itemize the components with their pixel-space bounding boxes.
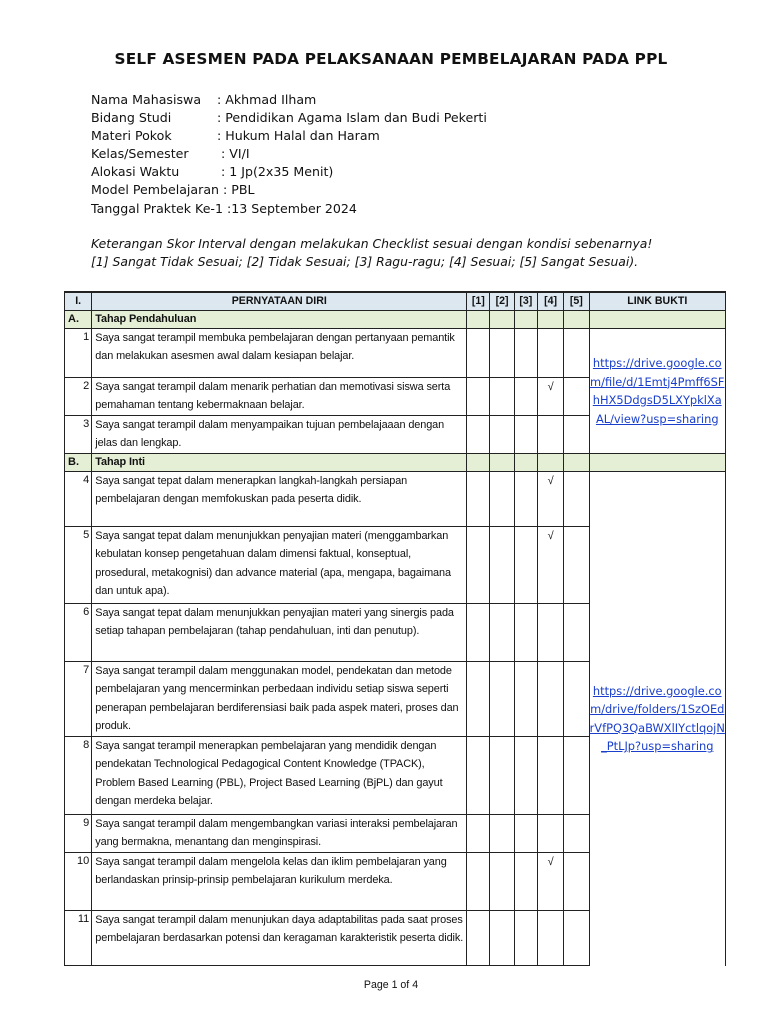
score-cell-5[interactable] (564, 472, 589, 527)
student-info (91, 91, 487, 218)
evidence-link[interactable]: https://drive.google.com/file/d/1Emtj4Pmff6SFhHX5DdgsD5LXYpklXaAL/view?usp=sharing (590, 356, 725, 426)
score-cell-4[interactable] (537, 815, 563, 853)
score-cell-3[interactable] (514, 911, 537, 966)
score-cell-2[interactable] (490, 662, 514, 737)
score-cell-3[interactable] (514, 737, 537, 815)
section-title: Tahap Pendahuluan (92, 311, 467, 329)
score-cell-1[interactable] (467, 527, 490, 604)
info-label: Bidang Studi (91, 110, 172, 126)
check-mark: √ (547, 856, 554, 868)
section-cell (589, 454, 726, 472)
score-cell-5[interactable] (564, 416, 589, 454)
info-label: Materi Pokok (91, 128, 172, 144)
item-number: 11 (65, 911, 92, 966)
info-label: Nama Mahasiswa (91, 92, 202, 107)
item-number: 2 (65, 378, 92, 416)
self-assessment-table (64, 291, 726, 966)
header-link: LINK BUKTI (589, 292, 726, 311)
score-cell-1[interactable] (467, 662, 490, 737)
score-cell-3[interactable] (514, 604, 537, 662)
check-mark: √ (547, 530, 554, 542)
score-cell-3[interactable] (514, 329, 537, 378)
note-line-2: [1] Sangat Tidak Sesuai; [2] Tidak Sesuai; [3] Ragu-ragu; [4] Sesuai; [5] Sangat Sesuai). (91, 254, 639, 269)
info-row-date (91, 200, 487, 218)
score-cell-1[interactable] (467, 604, 490, 662)
score-cell-5[interactable] (564, 853, 589, 911)
info-line: Tanggal Praktek Ke-1 :13 September 2024 (91, 200, 357, 216)
score-cell-4[interactable] (537, 911, 563, 966)
item-number: 1 (65, 329, 92, 378)
score-cell-5[interactable] (564, 378, 589, 416)
score-cell-2[interactable] (490, 911, 514, 966)
evidence-link[interactable]: https://drive.google.com/drive/folders/1SzOEdrVfPQ3QaBWXlIYctlqojN_PtLJp?usp=sharing (589, 683, 725, 754)
item-statement: Saya sangat terampil dalam menarik perhatian dan memotivasi siswa serta pemahaman tentang kebermaknaan belajar. (92, 378, 467, 416)
table-row (65, 472, 726, 527)
section-cell (490, 454, 514, 472)
score-cell-5[interactable] (564, 911, 589, 966)
item-number: 5 (65, 527, 92, 604)
page-footer: Page 1 of 4 (363, 979, 419, 991)
check-mark: √ (547, 475, 554, 487)
header-score-3: [3] (514, 292, 537, 311)
info-value: : VI/I (217, 146, 250, 162)
score-cell-3[interactable] (514, 472, 537, 527)
table-header-row (65, 292, 726, 311)
table-row (65, 329, 726, 378)
score-cell-4[interactable] (537, 472, 563, 527)
score-cell-1[interactable] (467, 853, 490, 911)
item-statement: Saya sangat terampil dalam mengembangkan variasi interaksi pembelajaran yang bermakna, menantang dan menginspirasi. (92, 815, 467, 853)
section-cell (537, 454, 563, 472)
score-cell-3[interactable] (514, 378, 537, 416)
item-number: 9 (65, 815, 92, 853)
item-statement: Saya sangat terampil dalam menyampaikan tujuan pembelajaaan dengan jelas dan lengkap. (92, 416, 467, 454)
score-cell-2[interactable] (490, 378, 514, 416)
section-title: Tahap Inti (92, 454, 467, 472)
item-statement: Saya sangat terampil membuka pembelajaran dengan pertanyaan pemantik dan melakukan asesmen awal dalam kesiapan belajar. (92, 329, 467, 378)
section-cell (490, 311, 514, 329)
info-value: : 1 Jp(2x35 Menit) (217, 164, 334, 180)
info-value: : Akhmad Ilham (217, 92, 317, 107)
score-cell-3[interactable] (514, 527, 537, 604)
score-cell-2[interactable] (490, 853, 514, 911)
header-score-4: [4] (537, 292, 563, 311)
score-cell-4[interactable] (537, 378, 563, 416)
section-cell (589, 311, 726, 329)
section-cell (514, 311, 537, 329)
item-number: 7 (65, 662, 92, 737)
item-statement: Saya sangat tepat dalam menunjukkan penyajian materi (menggambarkan kebulatan konsep pengetahuan dalam dimensi faktual, konseptual, prosedural, metakognisi) dan advance material (apa, mengapa, bagaimana dan untuk apa). (92, 527, 467, 604)
section-cell (564, 311, 589, 329)
item-statement: Saya sangat tepat dalam menerapkan langkah-langkah persiapan pembelajaran dengan memfokuskan pada peserta didik. (92, 472, 467, 527)
info-row-name (91, 91, 487, 109)
section-cell (537, 311, 563, 329)
score-cell-1[interactable] (467, 472, 490, 527)
header-no: I. (65, 292, 92, 311)
score-cell-3[interactable] (514, 662, 537, 737)
header-score-1: [1] (467, 292, 490, 311)
score-cell-4[interactable] (537, 853, 563, 911)
section-cell (467, 311, 490, 329)
section-cell (564, 454, 589, 472)
score-cell-4[interactable] (537, 604, 563, 662)
item-number: 8 (65, 737, 92, 815)
item-number: 3 (65, 416, 92, 454)
info-row-model (91, 181, 487, 199)
score-cell-5[interactable] (564, 527, 589, 604)
section-code: A. (65, 311, 92, 329)
info-value: : Hukum Halal dan Haram (217, 128, 380, 144)
info-row-material (91, 127, 487, 145)
item-statement: Saya sangat terampil dalam menggunakan model, pendekatan dan metode pembelajaran yang mencerminkan perbedaan individu setiap siswa seperti penerapan pembelajaran berdiferensiasi baik pada aspek materi, proses dan produk. (92, 662, 467, 737)
note-line-1: Keterangan Skor Interval dengan melakukan Checklist sesuai dengan kondisi sebenarnya! (91, 236, 653, 251)
header-statement: PERNYATAAN DIRI (92, 292, 467, 311)
score-cell-2[interactable] (490, 329, 514, 378)
info-row-subject (91, 109, 487, 127)
section-cell (467, 454, 490, 472)
score-cell-3[interactable] (514, 853, 537, 911)
score-cell-4[interactable] (537, 737, 563, 815)
info-row-class (91, 145, 487, 163)
score-note (91, 235, 652, 271)
item-number: 4 (65, 472, 92, 527)
score-cell-2[interactable] (490, 737, 514, 815)
info-value: : Pendidikan Agama Islam dan Budi Pekerti (217, 110, 487, 126)
score-cell-5[interactable] (564, 662, 589, 737)
score-cell-1[interactable] (467, 815, 490, 853)
item-statement: Saya sangat terampil dalam menunjukan daya adaptabilitas pada saat proses pembelajaran berdasarkan potensi dan keragaman karakteristik peserta didik. (92, 911, 467, 966)
section-row (65, 454, 726, 472)
score-cell-1[interactable] (467, 416, 490, 454)
evidence-link-cell (589, 329, 726, 454)
score-cell-4[interactable] (537, 329, 563, 378)
info-label: Alokasi Waktu (91, 164, 180, 180)
item-statement: Saya sangat terampil menerapkan pembelajaran yang mendidik dengan pendekatan Technological Pedagogical Content Knowledge (TPACK), Problem Based Learning (PBL), Project Based Learning (BjPL) dan gayut dengan merdeka belajar. (92, 737, 467, 815)
score-cell-2[interactable] (490, 604, 514, 662)
check-mark: √ (547, 381, 554, 393)
score-cell-5[interactable] (564, 329, 589, 378)
score-cell-5[interactable] (564, 604, 589, 662)
item-number: 6 (65, 604, 92, 662)
score-cell-5[interactable] (564, 737, 589, 815)
score-cell-1[interactable] (467, 911, 490, 966)
section-row (65, 311, 726, 329)
header-score-2: [2] (490, 292, 514, 311)
score-cell-2[interactable] (490, 416, 514, 454)
score-cell-3[interactable] (514, 815, 537, 853)
page-title: SELF ASESMEN PADA PELAKSANAAN PEMBELAJARAN PADA PPL (114, 50, 668, 68)
section-cell (514, 454, 537, 472)
score-cell-5[interactable] (564, 815, 589, 853)
score-cell-4[interactable] (537, 662, 563, 737)
score-cell-2[interactable] (490, 815, 514, 853)
info-line: Model Pembelajaran : PBL (91, 182, 255, 198)
score-cell-1[interactable] (467, 378, 490, 416)
info-row-time (91, 163, 487, 181)
section-code: B. (65, 454, 92, 472)
item-statement: Saya sangat terampil dalam mengelola kelas dan iklim pembelajaran yang berlandaskan prinsip-prinsip pembelajaran kurikulum merdeka. (92, 853, 467, 911)
evidence-link-cell (589, 472, 726, 966)
item-statement: Saya sangat tepat dalam menunjukkan penyajian materi yang sinergis pada setiap tahapan pembelajaran (tahap pendahuluan, inti dan penutup). (92, 604, 467, 662)
score-cell-2[interactable] (490, 527, 514, 604)
score-cell-4[interactable] (537, 527, 563, 604)
score-cell-1[interactable] (467, 329, 490, 378)
score-cell-4[interactable] (537, 416, 563, 454)
score-cell-2[interactable] (490, 472, 514, 527)
item-number: 10 (65, 853, 92, 911)
score-cell-3[interactable] (514, 416, 537, 454)
score-cell-1[interactable] (467, 737, 490, 815)
header-score-5: [5] (564, 292, 589, 311)
info-label: Kelas/Semester (91, 146, 189, 162)
